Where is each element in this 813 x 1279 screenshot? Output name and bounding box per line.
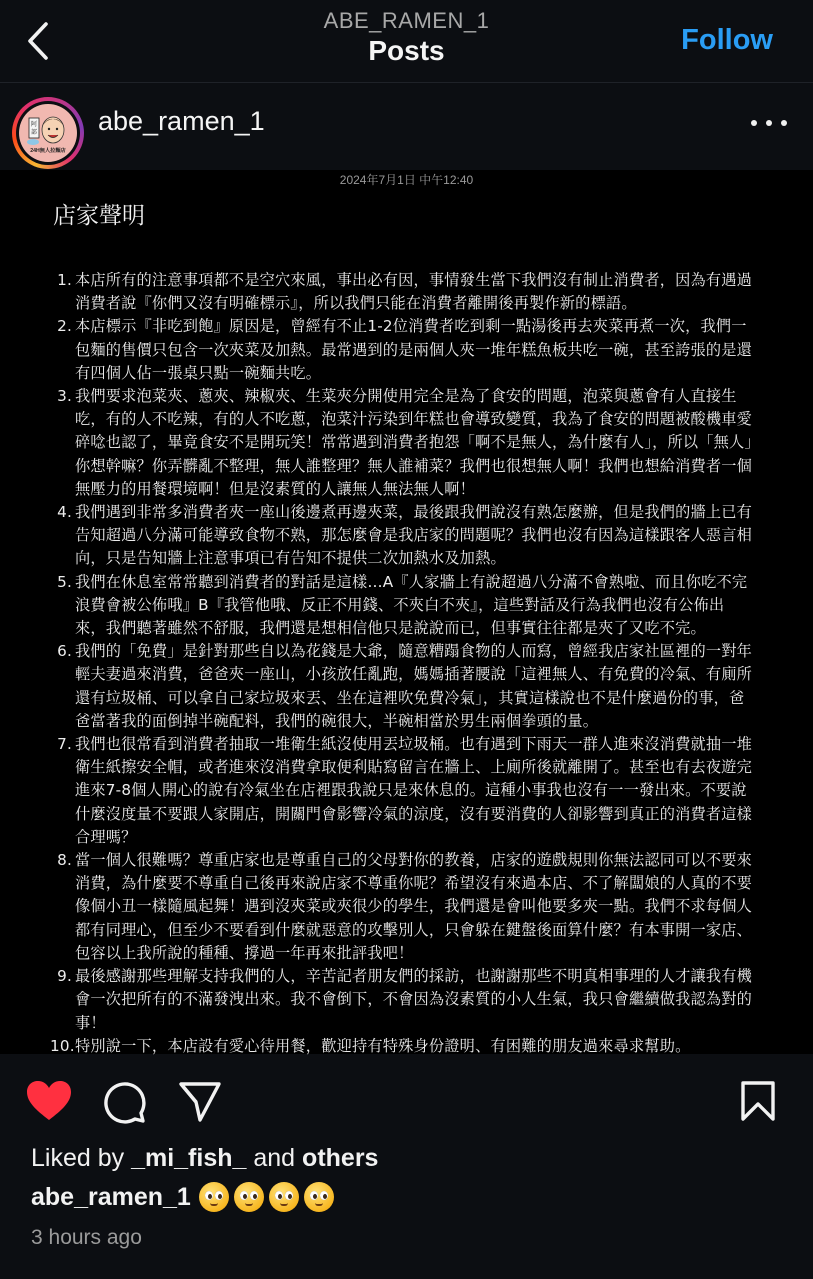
statement-item: 6. 我們的「免費」是針對那些自以為花錢是大爺，隨意糟蹋食物的人而寫，曾經我店家社區裡的一對年輕夫妻過來消費，爸爸夾一座山，小孩放任亂跑，媽媽插著腰說「這裡無人、有免費的冷氣、有廁所還有垃圾桶、可以拿自己家垃圾來丟、坐在這裡吹免費冷氣」，其實這樣說也不是什麼過份的事，爸爸當著我的面倒掉半碗配料，我們的碗很大，半碗相當於男生兩個拳頭的量。 [57,642,753,730]
post-time-ago: 3 hours ago [31,1226,142,1249]
comment-button[interactable] [103,1080,147,1129]
like-button[interactable] [26,1080,72,1127]
statement-item: 2. 本店標示『非吃到飽』原因是，曾經有不止1-2位消費者吃到剩一點湯後再去夾菜再煮一次，我們一包麵的售價只包含一次夾菜及加熱。最常遇到的是兩個人夾一堆年糕魚板共吃一碗，甚至誇張的是還有四個人佔一張桌只點一碗麵共吃。 [57,317,753,382]
pleading-face-icon [199,1182,229,1212]
pleading-face-icon [304,1182,334,1212]
liked-by-others[interactable]: others [302,1144,379,1172]
statement-item: 1. 本店所有的注意事項都不是空穴來風，事出必有因，事情發生當下我們沒有制止消費者，因為有遇過消費者說『你們又沒有明確標示』，所以我們只能在消費者離開後再製作新的標語。 [57,271,753,313]
statement-item: 4. 我們遇到非常多消費者夾一座山後邊煮再邊夾菜，最後跟我們說沒有熟怎麼辦，但是我們的牆上已有告知超過八分滿可能導致食物不熟，那怎麼會是我店家的問題呢？我們也沒有因為這樣跟客人惡言相向，只是告知牆上注意事項已有告知不提供二次加熱水及加熱。 [57,503,753,568]
statement-title: 店家聲明 [53,203,145,229]
post-image[interactable] [0,170,813,1054]
action-bar [0,1054,813,1144]
pleading-face-icon [269,1182,299,1212]
bookmark-icon [740,1080,776,1122]
statement-list [0,269,813,1058]
story-ring[interactable] [12,97,84,169]
statement-item: 9. 最後感謝那些理解支持我們的人，辛苦記者朋友們的採訪，也謝謝那些不明真相事理的人才讓我有機會一次把所有的不滿發洩出來。我不會倒下，不會因為沒素質的小人生氣，我只會繼續做我認為對的事！ [57,967,753,1032]
save-button[interactable] [740,1080,776,1127]
svg-text:24H無人拉麵店: 24H無人拉麵店 [30,148,66,154]
avatar [19,104,77,162]
liked-by-user[interactable]: _mi_fish_ [131,1144,247,1172]
post-header [0,83,813,170]
caption [31,1182,334,1212]
svg-text:阿: 阿 [30,122,38,128]
svg-text:部: 部 [30,130,38,136]
caption-emojis [199,1182,334,1212]
statement-item: 8. 當一個人很難嗎？尊重店家也是尊重自己的父母對你的教養，店家的遊戲規則你無法認同可以不要來消費，為什麼要不尊重自己後再來說店家不尊重你呢？希望沒有來過本店、不了解闆娘的人真的不要像個小丑一樣隨風起舞！遇到沒夾菜或夾很少的學生，我們還是會叫他要多夾一點。我們不求每個人都有同理心，但至少不要看到什麼就惡意的攻擊別人，只會躲在鍵盤後面算什麼？有本事開一家店、包容以上我所說的種種、撐過一年再來批評我吧！ [57,851,753,962]
account-title: ABE_RAMEN_1 [323,8,490,33]
statement-item: 3. 我們要求泡菜夾、蔥夾、辣椒夾、生菜夾分開使用完全是為了食安的問題，泡菜與蔥會有人直接生吃，有的人不吃辣，有的人不吃蔥，泡菜汁污染到年糕也會導致變質，我為了食安的問題被酸機車愛碎唸也認了，畢竟食安不是開玩笑！常常遇到消費者抱怨「啊不是無人，為什麼有人」，所以「無人」你想幹嘛？你弄髒亂不整理，無人誰整理？無人誰補菜？我們也很想無人啊！我們也想給消費者一個無壓力的用餐環境啊！但是沒素質的人讓無人無法無人啊！ [57,387,753,498]
top-bar [0,0,813,83]
pleading-face-icon [234,1182,264,1212]
more-horizontal-icon [751,120,757,126]
more-options-button[interactable] [751,113,787,133]
caption-username[interactable]: abe_ramen_1 [31,1182,191,1211]
page-title: Posts [368,35,445,66]
likes-line: Liked by _mi_fish_ and others [31,1144,379,1172]
comment-icon [103,1080,147,1124]
image-timestamp: 2024年7月1日 中午12:40 [339,173,474,187]
follow-button[interactable]: Follow [681,24,773,56]
send-icon [178,1080,222,1124]
statement-item: 5. 我們在休息室常常聽到消費者的對話是這樣…A『人家牆上有說超過八分滿不會熟啦、而且你吃不完浪費會被公佈哦』B『我管他哦、反正不用錢、不夾白不夾』，這些對話及行為我們也沒有公佈出來，我們聽著雖然不舒服，我們還是想相信他只是說說而已，但事實往往都是夾了又吃不完。 [57,572,748,638]
heart-filled-icon [26,1080,72,1122]
post-username[interactable]: abe_ramen_1 [98,106,265,136]
avatar-face-icon [19,104,77,162]
statement-item: 10. 特別說一下，本店設有愛心待用餐，歡迎持有特殊身份證明、有困難的朋友過來尋求幫助。 [50,1036,691,1055]
statement-item: 7. 我們也很常看到消費者抽取一堆衛生紙沒使用丟垃圾桶。也有遇到下雨天一群人進來沒消費就抽一堆衛生紙擦安全帽，或者進來沒消費拿取便利貼寫留言在牆上、上廁所後就離開了。甚至也有去夜遊完進來7-8個人開心的說有冷氣坐在店裡跟我說只是來休息的。這種小事我也沒有一一發出來。不要說什麼沒度量不要跟人家開店，開關門會影響冷氣的涼度，沒有要消費的人卻影響到真正的消費者這樣合理嗎？ [57,735,753,846]
share-button[interactable] [178,1080,222,1129]
